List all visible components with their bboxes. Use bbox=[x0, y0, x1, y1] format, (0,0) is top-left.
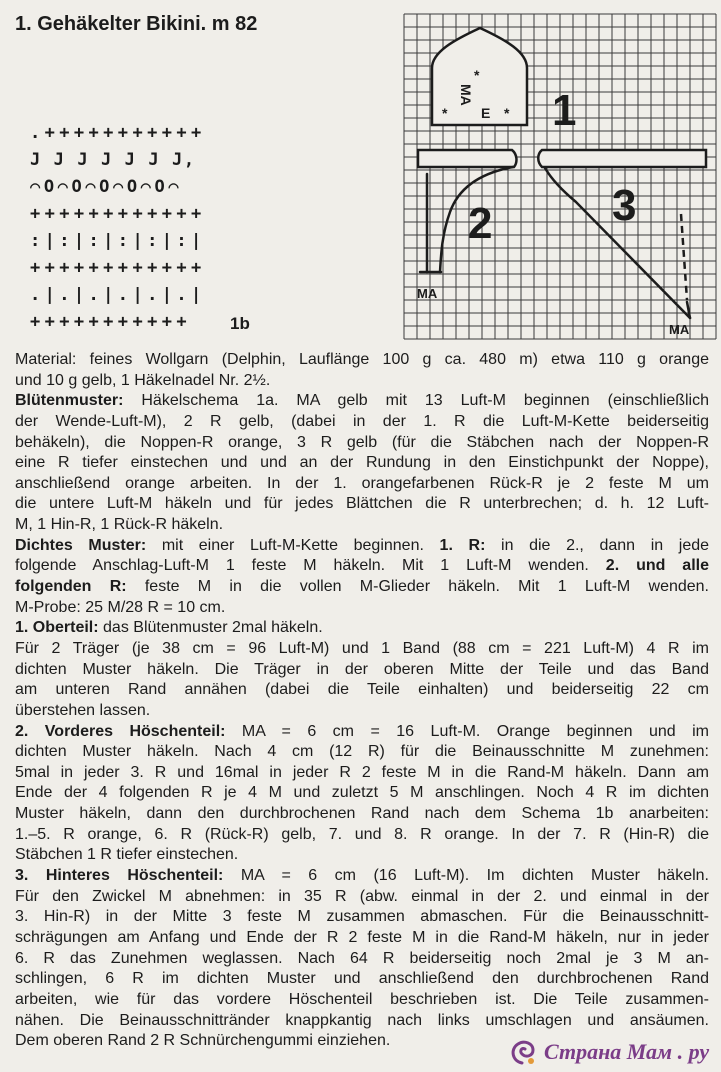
pattern-diagram bbox=[403, 13, 717, 340]
schema-row: ++++++++++++ bbox=[30, 204, 206, 224]
piece-1-number: 1 bbox=[552, 86, 577, 135]
text-line bbox=[15, 907, 709, 928]
text-line bbox=[15, 742, 709, 763]
piece-2-band bbox=[418, 150, 516, 167]
text-run: anschließend orange arbeiten. In der 1. orangefarbenen Rück-R je 2 feste M um bbox=[15, 474, 709, 492]
text-run: 3. Hin-R) in der Mitte 3 feste M zusammen abmaschen. Für die Beinausschnitt- bbox=[15, 908, 709, 926]
piece-3-start-label: MA bbox=[669, 322, 690, 337]
text-run: dichten Muster häkeln. Nach 4 cm (12 R) für die Beinausschnitte M zunehmen: bbox=[15, 743, 709, 761]
text-line bbox=[15, 887, 709, 908]
text-run: eine R tiefer einstechen und und an der Rundung in den Einstichpunkt der Noppe), bbox=[15, 454, 709, 472]
watermark bbox=[506, 1037, 709, 1067]
schema-label: 1b bbox=[230, 314, 250, 333]
text-run: schlingen, 6 R im dichten Muster und anschließend den durchbrochenen Rand bbox=[15, 970, 709, 988]
text-run: folgende Anschlag-Luft-M 1 feste M häkeln. Mit 1 Luft-M wenden. bbox=[15, 557, 606, 575]
text-line bbox=[15, 453, 709, 474]
text-run: MA = 6 cm = 16 Luft-M. Orange beginnen und im bbox=[225, 722, 709, 740]
text-line bbox=[15, 825, 709, 846]
star-marker: * bbox=[474, 67, 480, 83]
piece-1-end-label: E bbox=[481, 105, 491, 121]
text-line bbox=[15, 494, 709, 515]
text-run: überstehen lassen. bbox=[15, 701, 151, 719]
watermark-text: Страна Мам . ру bbox=[544, 1039, 710, 1064]
text-run: mit einer Luft-M-Kette beginnen. bbox=[146, 536, 440, 554]
text-run: Für den Zwickel M abnehmen: in 35 R (abw. einmal in der 2. und einmal in der bbox=[15, 887, 709, 905]
text-line bbox=[15, 536, 709, 557]
text-line bbox=[15, 474, 709, 495]
text-line bbox=[15, 556, 709, 577]
page-title: 1. Gehäkelter Bikini. m 82 bbox=[15, 13, 258, 35]
star-marker: * bbox=[442, 105, 448, 121]
text-run: schrägungen am Anfang und Ende der R 2 feste M in die Rand-M häkeln, nur in jeder bbox=[15, 928, 709, 946]
text-line bbox=[15, 783, 709, 804]
text-line bbox=[15, 866, 709, 887]
schema-row: .+++++++++++ bbox=[30, 123, 206, 143]
text-line bbox=[15, 618, 709, 639]
text-run: Material: feines Wollgarn (Delphin, Lauflänge 100 g ca. 480 m) etwa 110 g orange bbox=[15, 351, 709, 368]
schema-row: .|.|.|.|.|.| bbox=[30, 285, 206, 305]
bold-heading: 2. Vorderes Höschenteil: bbox=[15, 722, 226, 740]
text-line bbox=[15, 722, 709, 743]
bold-heading: 1. Oberteil: bbox=[15, 619, 99, 637]
swirl-logo-icon bbox=[506, 1037, 540, 1067]
text-line bbox=[15, 969, 709, 990]
schema-row: :|:|:|:|:|:| bbox=[30, 231, 206, 251]
bold-heading: folgenden R: bbox=[15, 578, 127, 596]
text-run: Ende der 4 folgenden R je 4 M und zuletzt 5 M anschlingen. Noch 4 R im dichten bbox=[15, 784, 709, 802]
text-run: M, 1 Hin-R, 1 Rück-R häkeln. bbox=[15, 516, 224, 534]
text-run: in die 2., dann in jede bbox=[485, 536, 709, 554]
schema-row: +++++++++++ bbox=[30, 312, 191, 332]
piece-2-start-label: MA bbox=[417, 286, 438, 301]
text-run: die untere Luft-M häkeln und für jedes Blättchen die R unterbrechen; d. h. 12 Luft- bbox=[15, 495, 709, 513]
text-run: Muster häkeln, dann den durchbrochenen Rand nach dem Schema 1b anarbeiten: bbox=[15, 805, 709, 823]
text-run: MA = 6 cm (16 Luft-M). Im dichten Muster häkeln. bbox=[223, 867, 709, 885]
text-run: Häkelschema 1a. MA gelb mit 13 Luft-M beginnen (einschließlich bbox=[123, 392, 709, 410]
text-line bbox=[15, 371, 709, 392]
text-line bbox=[15, 1011, 709, 1032]
text-run: das Blütenmuster 2mal häkeln. bbox=[98, 619, 323, 637]
bold-heading: Blütenmuster: bbox=[15, 392, 124, 410]
text-line bbox=[15, 639, 709, 660]
bold-heading: 1. R: bbox=[439, 536, 486, 554]
text-line bbox=[15, 515, 709, 536]
text-line bbox=[15, 660, 709, 681]
piece-3-number: 3 bbox=[612, 181, 637, 230]
text-line bbox=[15, 990, 709, 1011]
text-line bbox=[15, 391, 709, 412]
text-line bbox=[15, 804, 709, 825]
text-line bbox=[15, 598, 709, 619]
text-run: arbeiten, wie für das vordere Höschenteil beschrieben ist. Die Teile zusammen- bbox=[15, 990, 709, 1008]
text-run: Dem oberen Rand 2 R Schnürchengummi einziehen. bbox=[15, 1032, 391, 1050]
crochet-schema-1b bbox=[30, 120, 206, 336]
piece-2-number: 2 bbox=[468, 199, 493, 248]
text-line bbox=[15, 680, 709, 701]
schema-row: ⌒O⌒O⌒O⌒O⌒O⌒ bbox=[30, 177, 183, 197]
text-run: 6. R das Zunehmen weglassen. Nach 64 R beiderseitig noch 2mal je 3 M an- bbox=[15, 949, 709, 967]
text-line bbox=[15, 577, 709, 598]
text-line bbox=[15, 433, 709, 454]
text-line bbox=[15, 928, 709, 949]
text-run: der Wende-Luft-M), 2 R gelb, (dabei in der 1. R die Luft-M-Kette beiderseitig bbox=[15, 412, 709, 430]
schema-row: ++++++++++++ bbox=[30, 258, 206, 278]
text-run: behäkeln), die Noppen-R orange, 3 R gelb (für die Stäbchen nach der Noppen-R bbox=[15, 433, 709, 451]
text-line bbox=[15, 412, 709, 433]
text-run: nähen. Die Beinausschnittränder knappkantig nach links umschlagen und ansäumen. bbox=[15, 1011, 709, 1029]
piece-3-band bbox=[538, 150, 706, 167]
text-run: dichten Muster häkeln. Die Träger in der oberen Mitte der Teile und das Band bbox=[15, 660, 709, 678]
bold-heading: 2. und alle bbox=[605, 557, 709, 575]
text-line bbox=[15, 701, 709, 722]
text-line bbox=[15, 949, 709, 970]
piece-1-start-label: MA bbox=[458, 84, 474, 106]
text-run: 5mal in jeder 3. R und 16mal in jeder R 2 feste M in die Rand-M häkeln. Dann am bbox=[15, 763, 709, 781]
bold-heading: 3. Hinteres Höschenteil: bbox=[15, 867, 224, 885]
text-line bbox=[15, 350, 709, 371]
instructions-text bbox=[15, 350, 709, 1052]
text-run: und 10 g gelb, 1 Häkelnadel Nr. 2½. bbox=[15, 371, 271, 389]
star-marker: * bbox=[504, 105, 510, 121]
text-run: am unteren Rand annähen (dabei die Teile einhalten) und beiderseitig 22 cm bbox=[15, 681, 709, 699]
text-run: Stäbchen 1 R tiefer einstechen. bbox=[15, 846, 239, 864]
schema-row: J J J J J J J, bbox=[30, 150, 196, 170]
text-run: feste M in die vollen M-Glieder häkeln. Mit 1 Luft-M wenden. bbox=[126, 578, 709, 596]
text-run: M-Probe: 25 M/28 R = 10 cm. bbox=[15, 598, 226, 616]
text-run: Für 2 Träger (je 38 cm = 96 Luft-M) und 1 Band (88 cm = 221 Luft-M) 4 R im bbox=[15, 639, 709, 657]
text-run: 1.–5. R orange, 6. R (Rück-R) gelb, 7. und 8. R orange. In der 7. R (Hin-R) die bbox=[15, 825, 709, 843]
text-line bbox=[15, 763, 709, 784]
bold-heading: Dichtes Muster: bbox=[15, 536, 147, 554]
text-line bbox=[15, 845, 709, 866]
